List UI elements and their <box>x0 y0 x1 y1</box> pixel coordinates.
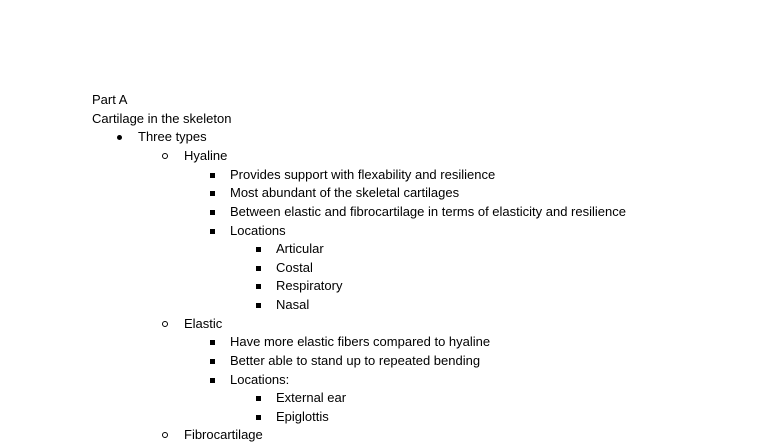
square-bullet-icon <box>253 259 263 278</box>
list-item-elastic-point <box>230 352 480 371</box>
list-item-text: Most abundant of the skeletal cartilages <box>230 185 460 200</box>
list-item-location <box>276 259 313 278</box>
list-item-text: Hyaline <box>184 148 228 163</box>
list-item-location <box>276 389 346 408</box>
list-item-hyaline-point <box>230 184 459 203</box>
document-heading <box>92 91 127 110</box>
list-item-text: Locations <box>230 223 286 238</box>
list-item-text: Locations: <box>230 372 290 387</box>
square-bullet-icon <box>253 240 263 259</box>
list-item-text: External ear <box>276 390 347 405</box>
list-item-text: Nasal <box>276 297 310 312</box>
list-item-hyaline-point <box>230 203 626 222</box>
list-item-text: Have more elastic fibers compared to hyaline <box>230 334 491 349</box>
list-item-text: Epiglottis <box>276 409 329 424</box>
list-item-text: Better able to stand up to repeated bending <box>230 353 481 368</box>
square-bullet-icon <box>207 222 217 241</box>
square-bullet-icon <box>253 296 263 315</box>
square-bullet-icon <box>207 352 217 371</box>
list-item-text: Fibrocartilage <box>184 427 263 442</box>
list-item-text: Elastic <box>184 316 223 331</box>
document-title <box>92 110 231 129</box>
square-bullet-icon <box>207 184 217 203</box>
list-item-location <box>276 408 329 427</box>
list-item-three-types <box>138 128 207 147</box>
list-item-hyaline-locations <box>230 222 286 241</box>
square-bullet-icon <box>253 389 263 408</box>
square-bullet-icon <box>253 408 263 427</box>
list-item-elastic-point <box>230 333 490 352</box>
filled-dot-bullet-icon <box>114 128 124 147</box>
hollow-circle-bullet-icon <box>160 147 170 166</box>
square-bullet-icon <box>207 203 217 222</box>
list-item-location <box>276 277 342 296</box>
square-bullet-icon <box>207 371 217 390</box>
list-item-hyaline <box>184 147 227 166</box>
heading-text: Part A <box>92 92 128 107</box>
list-item-hyaline-point <box>230 166 495 185</box>
square-bullet-icon <box>207 333 217 352</box>
square-bullet-icon <box>207 166 217 185</box>
list-item-text: Respiratory <box>276 278 343 293</box>
list-item-elastic <box>184 315 222 334</box>
list-item-text: Between elastic and fibrocartilage in terms of elasticity and resilience <box>230 204 626 219</box>
hollow-circle-bullet-icon <box>160 426 170 445</box>
list-item-location <box>276 240 324 259</box>
list-item-text: Provides support with flexability and resilience <box>230 167 496 182</box>
hollow-circle-bullet-icon <box>160 315 170 334</box>
list-item-location <box>276 296 309 315</box>
list-item-text: Three types <box>138 129 207 144</box>
title-text: Cartilage in the skeleton <box>92 111 232 126</box>
square-bullet-icon <box>253 277 263 296</box>
list-item-text: Articular <box>276 241 324 256</box>
list-item-text: Costal <box>276 260 313 275</box>
list-item-elastic-locations <box>230 371 289 390</box>
list-item-fibrocartilage <box>184 426 263 445</box>
